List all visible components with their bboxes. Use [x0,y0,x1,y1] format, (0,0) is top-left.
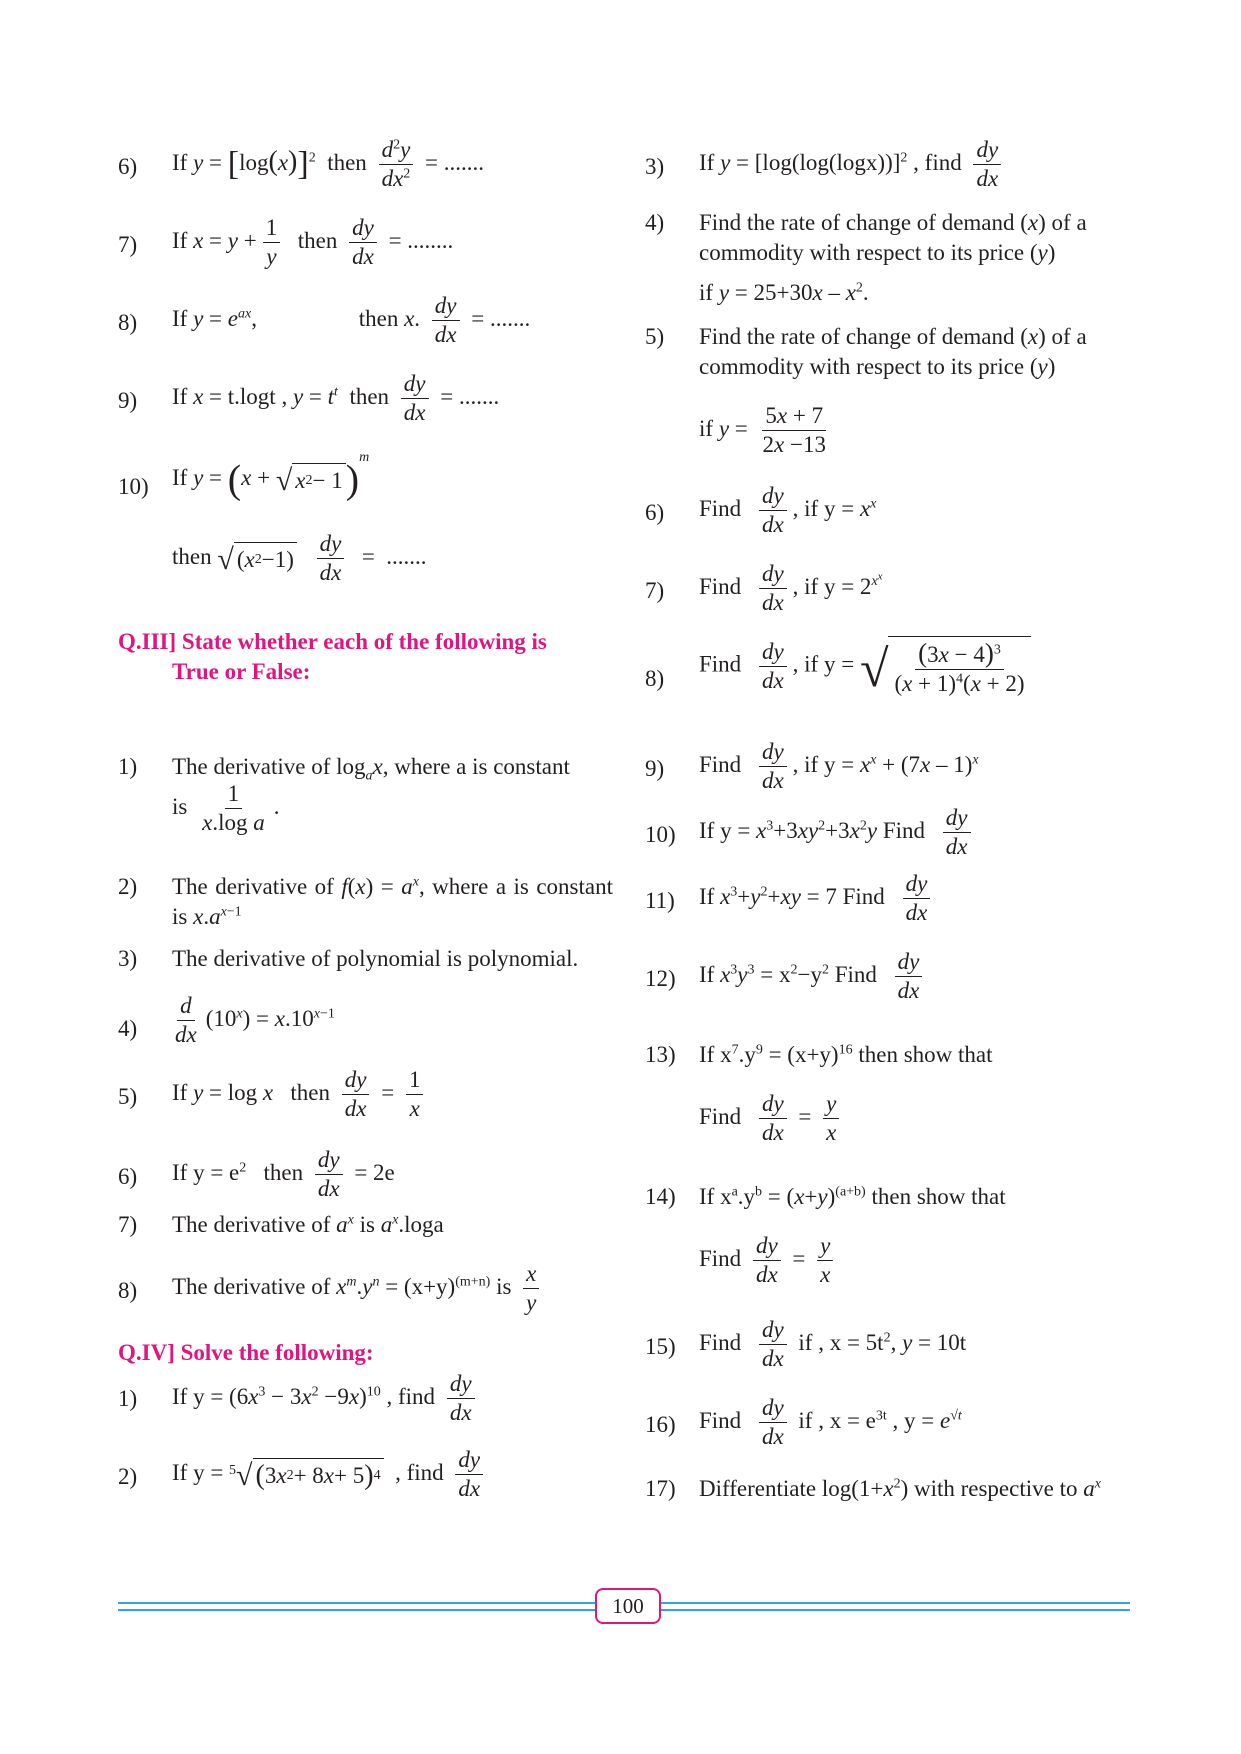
item-number: 11) [645,888,675,913]
item-number: 7) [118,232,138,257]
item-text: Find $\frac{dy}{dx}$ , if y = √ $\frac{(3x - 4)^3}{(x + 1)^4(x + 2)}$ [699,636,1131,696]
item-number: 17) [645,1476,676,1501]
item-number: 15) [645,1334,676,1359]
item-text: If y = (x + √ x 2 − 1 )$^m$ [172,450,370,502]
item-text: If x = t.logt , $y = t^t$ then $\frac{dy}{dx}$ = ....... [172,371,500,426]
item-number: 12) [645,966,676,991]
item-number: 4) [645,210,665,235]
item-number: 10) [118,474,149,499]
page-footer [118,1594,1130,1618]
item-text: If $x^7.y^9 = (x+y)^{16}$ then show that Find $\frac{dy}{dx}$ = $\frac{y}{x}$ [699,1042,993,1146]
item-text: Find $\frac{dy}{dx}$ , if $y = x^x + (7x - 1)^x$ [699,739,979,794]
item-text: Find the rate of change of demand (x) of a commodity with respect to its price (y) if y = $\frac{5x + 7}{2x -13}$ [699,324,1087,458]
item-text: Find $\frac{dy}{dx}$ , if $y = 2^{x^x}$ [699,561,883,616]
item-number: 6) [118,1164,138,1189]
item-text: If $y = [\log(x)]^2$ then $\frac{d^2y}{dx^2}$ = ....... [172,137,485,192]
section-heading: Q.IV] Solve the following: [118,1340,374,1365]
item-text: If $y = x^3+3xy^2+3x^2y$ Find $\frac{dy}{dx}$ [699,806,1131,859]
item-number: 6) [645,500,665,525]
item-number: 1) [118,1386,138,1411]
item-number: 3) [118,946,138,971]
section-heading-continued: True or False: [172,659,311,684]
section-heading: Q.III] State whether each of the following is [118,629,547,654]
item-number: 8) [118,1278,138,1303]
item-number: 6) [118,154,138,179]
item-text: If $y = e^2$ then $\frac{dy}{dx}$ = 2e [172,1147,395,1202]
item-text: The derivative of $f(x) = a^x$, where a is constant is $x.a^{x-1}$ [172,874,614,929]
item-text: Find $\frac{dy}{dx}$ , if $y = x^x$ [699,483,877,538]
item-text: Find the rate of change of demand (x) of a commodity with respect to its price (y) if $y = 25+30x - x^2$. [699,210,1087,305]
item-text: The derivative of $a^x$ is $a^x.\log a$ [172,1212,444,1237]
item-number: 16) [645,1412,676,1437]
page-number: 100 [595,1588,661,1624]
item-text: If y = $^5$ √ ( 3 x 2 + 8 x + 5 ) 4 , find $\frac{dy}{dx}$ [172,1448,613,1501]
item-text: The derivative of $\log_ax$, where a is constant is $\frac{1}{\text{x.log a}}$ . [172,754,570,836]
item-text: The derivative of $x^m.y^n = (x+y)^{(m+n)}$ is $\frac{x}{y}$ [172,1262,613,1315]
item-text: If $y = [\log(\log(\log x))]^2$ , find $\frac{dy}{dx}$ [699,138,1131,191]
item-text: If $y = e^{ax}$, then x. $\frac{dy}{dx}$ = ....... [172,293,531,348]
item-number: 2) [118,1464,138,1489]
item-number: 9) [645,756,665,781]
item-text: If $y = (6x^3 - 3x^2 -9x)^{10}$ , find $\frac{dy}{dx}$ [172,1372,613,1425]
item-number: 5) [118,1084,138,1109]
item-text: If x = y + $\frac{1}{y}$ then $\frac{dy}{dx}$ = ........ [172,215,454,270]
item-number: 9) [118,388,138,413]
item-text: then √ ( x 2 −1) $\frac{dy}{dx}$ = ....... [172,531,427,586]
item-text: Differentiate $\log(1+x^2)$ with respective to $a^x$ [699,1476,1101,1501]
item-text: Find $\frac{dy}{dx}$ if , $x = 5t^2$, y = 10t [699,1317,967,1372]
item-number: 8) [118,310,138,335]
item-text: If $x^3y^3 = x^2-y^2$ Find $\frac{dy}{dx}$ [699,950,1131,1003]
item-number: 7) [645,578,665,603]
item-number: 5) [645,324,665,349]
item-text: The derivative of polynomial is polynomial. [172,946,579,971]
item-number: 3) [645,154,665,179]
item-text: If $x^3+y^2+xy = 7$ Find $\frac{dy}{dx}$ [699,872,1131,925]
item-number: 14) [645,1184,676,1209]
item-number: 7) [118,1212,138,1237]
item-text: $\frac{d}{dx}$ $(10^x) = x.10^{x-1}$ [175,993,335,1048]
item-text: If y = log x then $\frac{dy}{dx}$ = $\frac{1}{x}$ [172,1068,613,1121]
item-text: If $x^a.y^b = (x+y)^{(a+b)}$ then show that Find $\frac{dy}{dx}$ = $\frac{y}{x}$ [699,1184,1006,1288]
item-number: 1) [118,754,138,779]
item-number: 13) [645,1042,676,1067]
item-number: 2) [118,874,138,899]
item-number: 4) [118,1016,138,1041]
item-text: Find $\frac{dy}{dx}$ if , $x = e^{3t}$ , $y = e^{√t}$ [699,1395,962,1450]
item-number: 10) [645,822,676,847]
item-number: 8) [645,666,665,691]
